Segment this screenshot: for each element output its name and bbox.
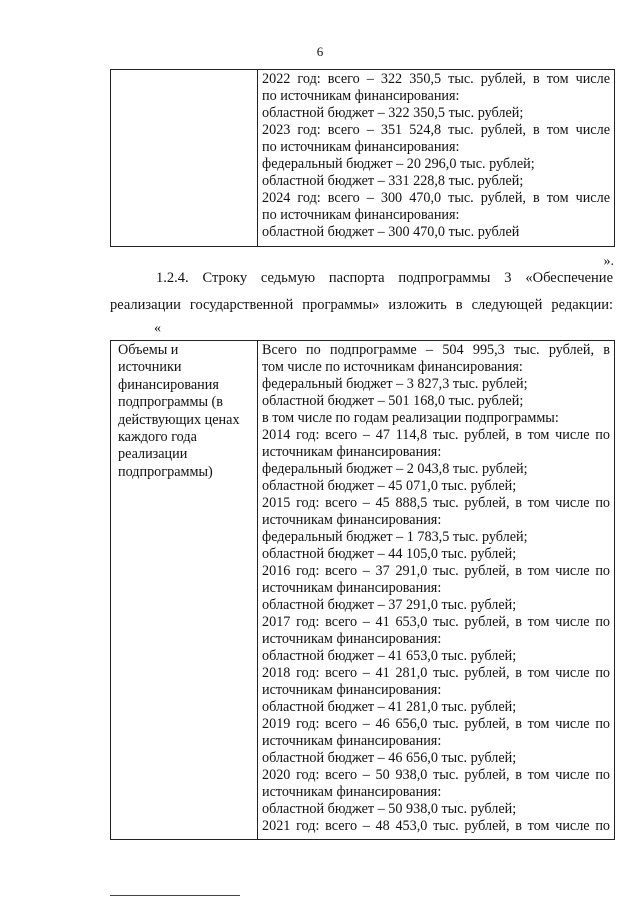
- table2-line: источникам финансирования:: [262, 444, 442, 460]
- financing-table: [110, 340, 615, 840]
- table2-line: источникам финансирования:: [262, 784, 442, 800]
- table1-line: 2022 год: всего – 322 350,5 тыс. рублей, в том числе: [262, 71, 610, 87]
- table2-line: 2019 год: всего – 46 656,0 тыс. рублей, в том числе по: [262, 716, 610, 732]
- table2-line: источникам финансирования:: [262, 631, 442, 647]
- table2-left-line: Объемы и: [118, 342, 179, 358]
- financing-table-continued: [110, 69, 615, 247]
- table2-line: областной бюджет – 37 291,0 тыс. рублей;: [262, 597, 517, 613]
- table1-line: областной бюджет – 331 228,8 тыс. рублей;: [262, 173, 524, 189]
- table1-line: областной бюджет – 322 350,5 тыс. рублей;: [262, 105, 524, 121]
- table1-line: по источникам финансирования:: [262, 88, 460, 104]
- table1-line: по источникам финансирования:: [262, 139, 460, 155]
- table2-line: источникам финансирования:: [262, 580, 442, 596]
- table2-line: 2016 год: всего – 37 291,0 тыс. рублей, в том числе по: [262, 563, 610, 579]
- table2-line: 2015 год: всего – 45 888,5 тыс. рублей, в том числе по: [262, 495, 610, 511]
- table2-line: Всего по подпрограмме – 504 995,3 тыс. рублей, в: [262, 342, 610, 358]
- table2-line: том числе по источникам финансирования:: [262, 359, 523, 375]
- table2-line: областной бюджет – 46 656,0 тыс. рублей;: [262, 750, 517, 766]
- table1-line: областной бюджет – 300 470,0 тыс. рублей: [262, 224, 520, 240]
- table2-line: 2017 год: всего – 41 653,0 тыс. рублей, в том числе по: [262, 614, 610, 630]
- table2-left-line: подпрограммы (в: [118, 394, 223, 411]
- table1-line: 2023 год: всего – 351 524,8 тыс. рублей, в том числе: [262, 122, 610, 138]
- table2-line: федеральный бюджет – 1 783,5 тыс. рублей;: [262, 529, 528, 545]
- table2-line: федеральный бюджет – 3 827,3 тыс. рублей;: [262, 376, 528, 392]
- table1-right-cell: [258, 70, 615, 247]
- paragraph-line-2: реализации государственной программы» изложить в следующей редакции:: [110, 297, 613, 313]
- table2-line: областной бюджет – 44 105,0 тыс. рублей;: [262, 546, 517, 562]
- table2-left-line: каждого года: [118, 428, 197, 445]
- table2-left-line: финансирования: [118, 376, 219, 393]
- table2-left-line: действующих ценах: [118, 411, 240, 428]
- table2-line: источникам финансирования:: [262, 512, 442, 528]
- table2-line: в том числе по годам реализации подпрограммы:: [262, 410, 559, 426]
- table2-line: областной бюджет – 41 281,0 тыс. рублей;: [262, 699, 517, 715]
- table2-line: источникам финансирования:: [262, 733, 442, 749]
- table2-line: 2020 год: всего – 50 938,0 тыс. рублей, в том числе по: [262, 767, 610, 783]
- table2-left-line: реализации: [118, 446, 188, 463]
- table2-line: областной бюджет – 501 168,0 тыс. рублей;: [262, 393, 524, 409]
- closing-quote: ».: [603, 254, 614, 269]
- table1-left-cell: [111, 70, 258, 247]
- table2-line: 2018 год: всего – 41 281,0 тыс. рублей, в том числе по: [262, 665, 610, 681]
- table2-line: 2014 год: всего – 47 114,8 тыс. рублей, в том числе по: [262, 427, 610, 443]
- table2-line: источникам финансирования:: [262, 682, 442, 698]
- table1-line: по источникам финансирования:: [262, 207, 460, 223]
- table2-left-line: подпрограммы): [118, 463, 213, 480]
- table1-line: федеральный бюджет – 20 296,0 тыс. рублей;: [262, 156, 535, 172]
- table2-left-cell: [111, 341, 258, 840]
- table2-right-cell: [258, 341, 615, 840]
- table2-line: областной бюджет – 50 938,0 тыс. рублей;: [262, 801, 517, 817]
- table2-line: 2021 год: всего – 48 453,0 тыс. рублей, в том числе по: [262, 818, 610, 834]
- opening-quote: «: [154, 321, 161, 336]
- page-number: 6: [316, 44, 324, 59]
- table2-line: областной бюджет – 45 071,0 тыс. рублей;: [262, 478, 517, 494]
- table1-line: 2024 год: всего – 300 470,0 тыс. рублей, в том числе: [262, 190, 610, 206]
- paragraph-line-1: 1.2.4. Строку седьмую паспорта подпрограммы 3 «Обеспечение: [156, 270, 613, 286]
- footer-rule: [110, 895, 240, 896]
- table2-line: областной бюджет – 41 653,0 тыс. рублей;: [262, 648, 517, 664]
- table2-line: федеральный бюджет – 2 043,8 тыс. рублей;: [262, 461, 528, 477]
- table2-left-line: источники: [118, 359, 182, 376]
